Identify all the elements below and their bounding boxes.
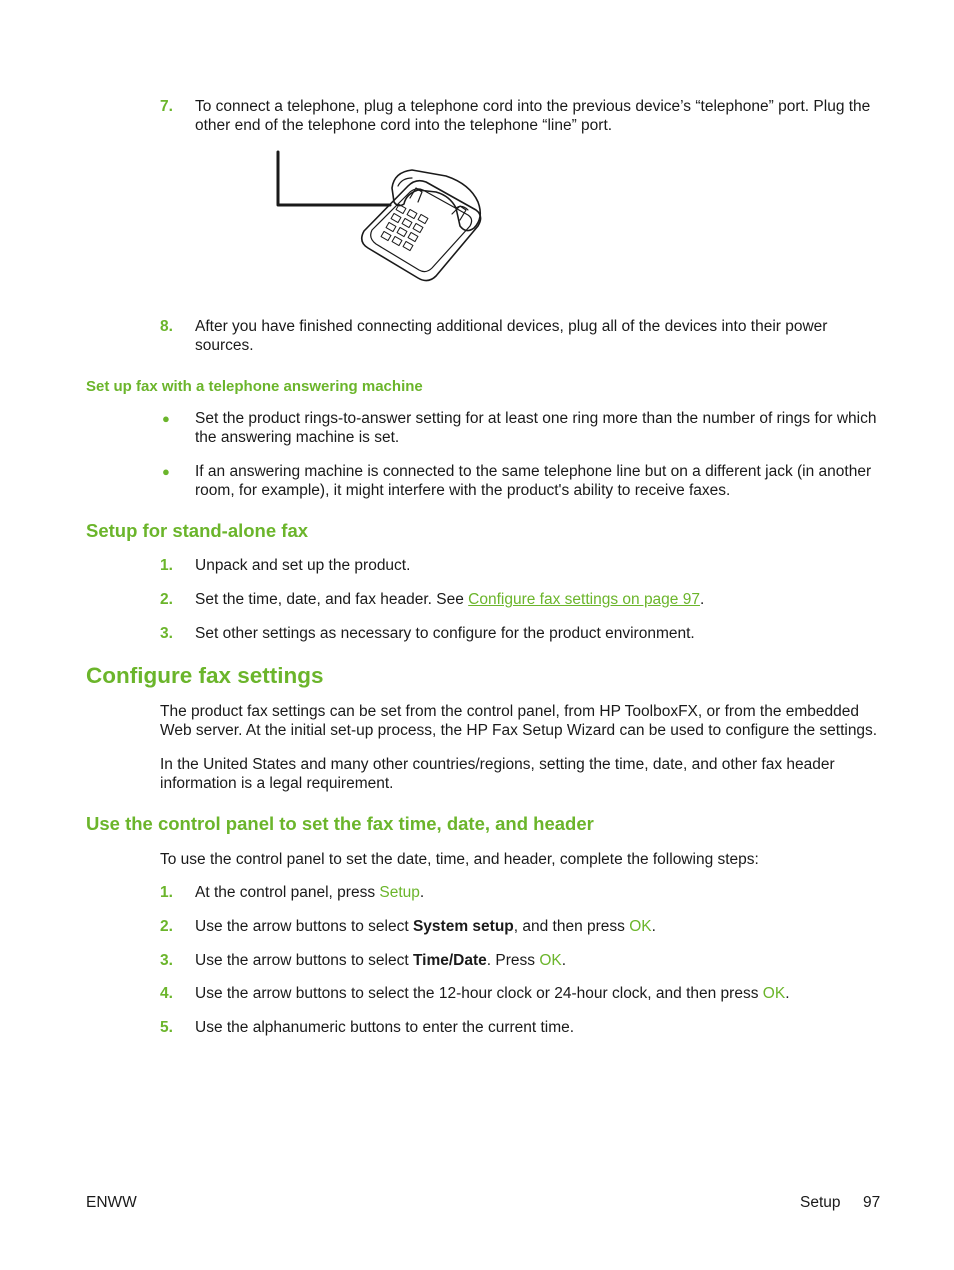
- bullet-icon: ●: [162, 411, 170, 426]
- configure-paragraph-2: In the United States and many other countries/regions, setting the time, date, and other fax header information is a legal requirement.: [160, 756, 835, 792]
- step-number: 5.: [160, 1019, 173, 1036]
- step-text: At the control panel, press Setup.: [195, 884, 425, 901]
- step-text: After you have finished connecting additional devices, plug all of the devices into their power sources.: [195, 318, 828, 354]
- step-text: Unpack and set up the product.: [195, 557, 411, 574]
- step-text: To connect a telephone, plug a telephone cord into the previous device’s “telephone” port. Plug the other end of the telephone cord into the telephone “line” port.: [195, 98, 871, 134]
- step-text: Use the arrow buttons to select System setup, and then press OK.: [195, 918, 656, 935]
- footer-section: Setup: [800, 1194, 841, 1211]
- telephone-illustration: [270, 148, 490, 288]
- step-number: 1.: [160, 884, 173, 901]
- configure-paragraph-1: The product fax settings can be set from the control panel, from HP ToolboxFX, or from the embedded Web server. At the initial set-up process, the HP Fax Setup Wizard can be used to configure the settings.: [160, 703, 878, 739]
- step-number: 1.: [160, 557, 173, 574]
- telephone-icon: [270, 148, 490, 288]
- heading-control-panel: Use the control panel to set the fax time, date, and header: [86, 813, 594, 834]
- heading-standalone-fax: Setup for stand-alone fax: [86, 520, 309, 541]
- bullet-text: Set the product rings-to-answer setting for at least one ring more than the number of rings for which the answering machine is set.: [195, 410, 877, 446]
- configure-fax-settings-link[interactable]: Configure fax settings on page 97: [468, 591, 700, 608]
- step-text: Use the arrow buttons to select Time/Date. Press OK.: [195, 952, 567, 969]
- step-number: 8.: [160, 318, 173, 335]
- control-panel-intro: To use the control panel to set the date, time, and header, complete the following steps:: [160, 851, 759, 868]
- menu-item-ref: Time/Date: [412, 952, 487, 969]
- step-number: 2.: [160, 918, 173, 935]
- step-text: Set the time, date, and fax header. See Configure fax settings on page 97.: [195, 591, 705, 608]
- step-number: 4.: [160, 985, 173, 1002]
- step-text: Use the arrow buttons to select the 12-hour clock or 24-hour clock, and then press OK.: [195, 985, 790, 1002]
- step-number: 3.: [160, 952, 173, 969]
- heading-configure-fax-settings: Configure fax settings: [86, 663, 324, 688]
- ok-button-ref: OK: [762, 985, 786, 1002]
- step-number: 3.: [160, 625, 173, 642]
- step-text: Set other settings as necessary to configure for the product environment.: [195, 625, 695, 642]
- heading-answering-machine: Set up fax with a telephone answering machine: [86, 378, 423, 395]
- menu-item-ref: System setup: [412, 918, 514, 935]
- setup-button-ref: Setup: [379, 884, 420, 901]
- step-text: Use the alphanumeric buttons to enter the current time.: [195, 1019, 575, 1036]
- step-number: 2.: [160, 591, 173, 608]
- step-number: 7.: [160, 98, 173, 115]
- ok-button-ref: OK: [539, 952, 562, 969]
- footer-left: ENWW: [86, 1194, 137, 1211]
- bullet-icon: ●: [162, 464, 170, 479]
- bullet-text: If an answering machine is connected to the same telephone line but on a different jack (in another room, for example), it might interfere with the product's ability to receive faxes.: [195, 463, 872, 499]
- footer-page-number: 97: [863, 1194, 881, 1211]
- ok-button-ref: OK: [629, 918, 652, 935]
